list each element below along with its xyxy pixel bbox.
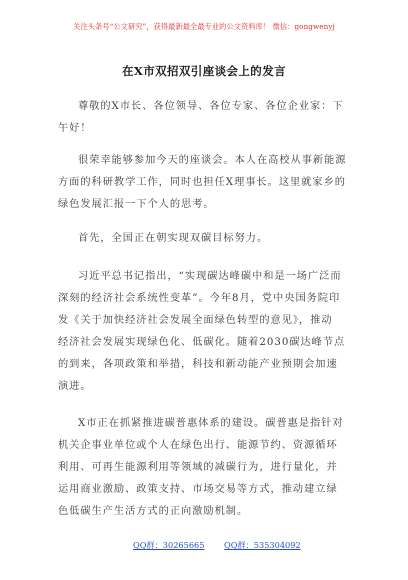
paragraph-carbon-inclusion — [58, 413, 358, 523]
footer-qq-group-link-1[interactable]: QQ群：30265665 — [133, 540, 205, 550]
footer-qq-group-link-2[interactable]: QQ群：535304092 — [224, 540, 301, 550]
paragraph-line: 利用、可再生能源利用等领域的减碳行为，进行量化，并 — [58, 462, 338, 473]
paragraph-line: 尊敬的X市长、各位领导、各位专家、各位企业家：下 — [78, 101, 344, 112]
paragraph-introduction — [58, 150, 358, 216]
paragraph-line: 发《关于加快经济社会发展全面绿色转型的意见》，推动 — [58, 315, 333, 326]
paragraph-line: 色低碳生产生活方式的正向激励机制。 — [58, 506, 249, 517]
paragraph-greeting — [58, 96, 358, 140]
document-title: 在X市双招双引座谈会上的发言 — [121, 64, 287, 78]
paragraph-line: X市正在抓紧推进碳普惠体系的建设。碳普惠是指针对 — [78, 418, 344, 429]
paragraph-line: 绿色发展汇报一下个人的思考。 — [58, 199, 215, 210]
paragraph-policy — [58, 266, 358, 398]
paragraph-line: 的到来，各项政策和举措，科技和新动能产业预期会加速 — [58, 359, 338, 370]
paragraph-line: 很荣幸能够参加今天的座谈会。本人在高校从事新能源 — [78, 155, 347, 166]
paragraph-line: 演进。 — [58, 381, 92, 392]
paragraph-first-point — [58, 228, 358, 250]
paragraph-line: 方面的科研教学工作，同时也担任X理事长。这里就家乡的 — [58, 177, 346, 188]
paragraph-line: 深刻的经济社会系统性变革”。今年8月，党中央国务院印 — [58, 293, 341, 304]
paragraph-line: 经济社会发展实现绿色化、低碳化。随着2030碳达峰节点 — [58, 337, 346, 348]
paragraph-line: 习近平总书记指出，“实现碳达峰碳中和是一场广泛而 — [78, 271, 342, 282]
paragraph-line: 首先，全国正在朝实现双碳目标努力。 — [78, 233, 269, 244]
header-banner: 关注头条号“公文研究”，获得最新最全最专业的公文资料库！ 微信：gongwenyj — [73, 22, 335, 31]
paragraph-line: 午好！ — [58, 123, 92, 134]
paragraph-line: 机关企事业单位或个人在绿色出行、能源节约、资源循环 — [58, 440, 338, 451]
paragraph-line: 运用商业激励、政策支持、市场交易等方式，推动建立绿 — [58, 484, 338, 495]
